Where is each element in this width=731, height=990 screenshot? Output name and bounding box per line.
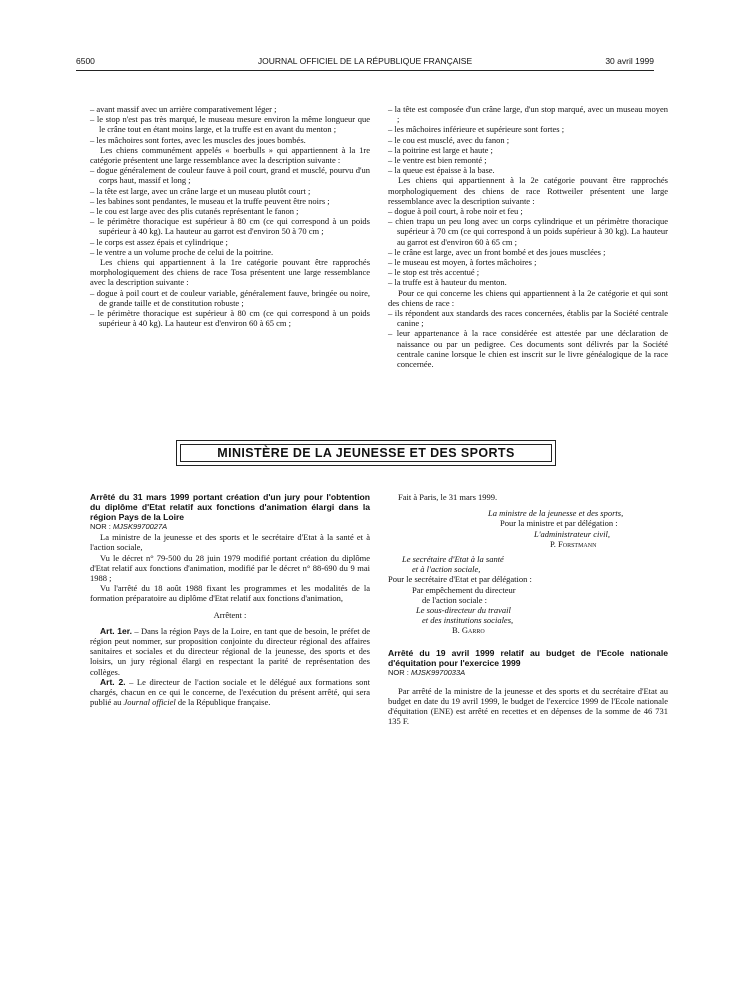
list-item: – le stop n'est pas très marqué, le museau mesure environ la même longueur que le crâne tout en étant moins large, et la truffe est en avant du menton ; — [90, 114, 370, 135]
nor-label: NOR : — [388, 667, 409, 677]
list-item: – le périmètre thoracique est supérieur à 80 cm (ce qui correspond à un poids supérieur à 40 kg). La hauteur au garrot est d'environ 50 à 70 cm ; — [90, 216, 370, 237]
arrete2-nor — [388, 668, 668, 678]
list-item: – la truffe est à hauteur du menton. — [388, 277, 507, 288]
signature-pour-secretaire: Pour le secrétaire d'Etat et par délégation : — [388, 574, 532, 585]
nor-code: MJSK9970033A — [410, 667, 466, 677]
list-item: – le museau est moyen, à fortes mâchoires ; — [388, 257, 537, 268]
list-item: – le corps est assez épais et cylindrique ; — [90, 236, 228, 247]
paragraph-races: Pour ce qui concerne les chiens qui appartiennent à la 2e catégorie et qui sont des chiens de race : — [388, 287, 668, 308]
article1-text: – Dans la région Pays de la Loire, en tant que de besoin, le préfet de région peut nommer, sur proposition conjointe du directeur régional des affaires sanitaires et sociales et du directeur régional de la jeunesse, des sports et des loisirs, un jury régional élargi en respectant la parité de représentation des collèges. — [90, 625, 371, 677]
list-item: – la poitrine est large et haute ; — [388, 144, 493, 155]
list-item: – le stop est très accentué ; — [388, 267, 480, 278]
list-item: – chien trapu un peu long avec un corps cylindrique et un périmètre thoracique supérieur à 70 cm (ce qui correspond à un poids supérieur à 30 kg). La hauteur au garrot est d'environ 60 à 65 cm ; — [388, 216, 668, 247]
arrete1-title: Arrêté du 31 mars 1999 portant création d'un jury pour l'obtention du diplôme d'Etat relatif aux fonctions d'animation élargi dans la région Pays de la Loire — [90, 492, 370, 522]
signature-admin: L'administrateur civil, — [534, 528, 610, 539]
page-header — [76, 56, 654, 70]
arrete1-column — [90, 492, 370, 707]
arrete1-nor — [90, 522, 370, 532]
arrete1-vu-arrete: Vu l'arrêté du 18 août 1988 fixant les programmes et les modalités de la formation préparatoire au diplôme d'Etat relatif aux fonctions d'animation, — [90, 583, 370, 604]
top-left-column — [90, 104, 370, 328]
signature-secretaire: Le secrétaire d'Etat à la santé — [402, 554, 504, 565]
paragraph-boerbulls: Les chiens communément appelés « boerbulls » qui appartiennent à la 1re catégorie présentent une large ressemblance avec la description suivante : — [90, 144, 370, 166]
signature-pour-ministre: Pour la ministre et par délégation : — [500, 518, 618, 529]
list-item: – le cou est large avec des plis cutanés représentant le fanon ; — [90, 206, 299, 217]
list-item: – le ventre a un volume proche de celui de la poitrine. — [90, 246, 274, 257]
list-item: – les babines sont pendantes, le museau et la truffe peuvent être noirs ; — [90, 195, 330, 206]
list-item: – leur appartenance à la race considérée est attestée par une déclaration de naissance ou par un pedigree. Ces documents sont délivrés par la Société centrale canine lorsque le chien est inscrit sur le livre généalogique de la race concernée. — [388, 328, 668, 370]
article2-label: Art. 2. — [100, 676, 126, 687]
article2-text-after: de la République française. — [175, 697, 271, 708]
signature-empechement-2: de l'action sociale : — [422, 594, 488, 605]
paragraph-rottweiler: Les chiens qui appartiennent à la 2e catégorie pouvant être rapprochés morphologiquement des chiens de race Rottweiler présentent une large ressemblance avec la description suivante : — [388, 175, 668, 206]
arrete1-vu-decret: Vu le décret n° 79-500 du 28 juin 1979 modifié portant création du diplôme d'Etat relatif aux fonctions d'animation, modifié par le décret n° 88-690 du 9 mai 1988 ; — [90, 552, 370, 584]
list-item: – le cou est musclé, avec du fanon ; — [388, 134, 510, 145]
ministry-box — [176, 440, 556, 466]
list-item: – la tête est composée d'un crâne large, d'un stop marqué, avec un museau moyen ; — [388, 104, 668, 125]
list-item: – les mâchoires inférieure et supérieure sont fortes ; — [388, 124, 565, 135]
list-item: – les mâchoires sont fortes, avec les muscles des joues bombés. — [90, 134, 306, 145]
arrete2-text: Par arrêté de la ministre de la jeunesse et des sports et du secrétaire d'Etat au budget en date du 19 avril 1999, le budget de l'exercice 1999 de l'Ecole nationale d'équitation (ENE) est arrêté en recettes et en dépenses de la somme de 46 731 135 F. — [388, 685, 668, 727]
signature-minister: La ministre de la jeunesse et des sports, — [488, 508, 624, 519]
article1-label: Art. 1er. — [100, 625, 132, 636]
arrete1-arretent: Arrêtent : — [213, 609, 247, 620]
nor-code: MJSK9970027A — [112, 522, 168, 531]
list-item: – dogue généralement de couleur fauve à poil court, grand et musclé, pourvu d'un corps haut, massif et long ; — [90, 165, 370, 186]
signature-secretaire-2: et à l'action sociale, — [412, 564, 481, 575]
list-item: – la queue est épaisse à la base. — [388, 165, 495, 176]
signature-name-1: P. Forstmann — [550, 538, 597, 549]
list-item: – avant massif avec un arrière comparativement léger ; — [90, 104, 277, 114]
page-number: 6500 — [76, 56, 95, 66]
list-item: – dogue à poil court et de couleur variable, généralement fauve, bringée ou noire, de grande taille et de constitution robuste ; — [90, 287, 370, 308]
journal-title: JOURNAL OFFICIEL DE LA RÉPUBLIQUE FRANÇAISE — [257, 56, 473, 66]
signature-sous-directeur-2: et des institutions sociales, — [422, 615, 514, 626]
list-item: – dogue à poil court, à robe noir et feu ; — [388, 206, 523, 217]
arrete1-article2 — [90, 677, 370, 708]
list-item: – le périmètre thoracique est supérieur à 80 cm (ce qui correspond à un poids supérieur à 40 kg). La hauteur est d'environ 60 à 65 cm ; — [90, 308, 370, 329]
article2-journal: Journal officiel — [123, 697, 176, 708]
signatures-column — [388, 492, 668, 727]
ministry-title: MINISTÈRE DE LA JEUNESSE ET DES SPORTS — [180, 444, 552, 462]
fait-a-paris: Fait à Paris, le 31 mars 1999. — [398, 492, 498, 502]
header-rule — [76, 70, 654, 71]
paragraph-tosa: Les chiens qui appartiennent à la 1re catégorie pouvant être rapprochés morphologiquement des chiens de race Tosa présentent une large ressemblance avec la description suivante : — [90, 257, 370, 288]
list-item: – la tête est large, avec un crâne large et un museau plutôt court ; — [90, 185, 311, 196]
signature-empechement: Par empêchement du directeur — [412, 584, 516, 595]
signature-sous-directeur: Le sous-directeur du travail — [416, 605, 511, 616]
arrete1-article1 — [90, 626, 370, 677]
list-item: – le ventre est bien remonté ; — [388, 155, 487, 166]
article2-text-before: – Le directeur de l'action sociale et le délégué aux formations sont chargés, chacun en ce qui le concerne, de l'exécution du présent arrêté, qui sera publié au — [90, 676, 370, 708]
arrete2-title: Arrêté du 19 avril 1999 relatif au budget de l'Ecole nationale d'équitation pour l'exercice 1999 — [388, 647, 668, 668]
list-item: – ils répondent aux standards des races concernées, établis par la Société centrale canine ; — [388, 308, 668, 329]
list-item: – le crâne est large, avec un front bombé et des joues musclées ; — [388, 246, 606, 257]
nor-label: NOR : — [90, 522, 111, 531]
arrete1-preamble: La ministre de la jeunesse et des sports et le secrétaire d'Etat à la santé et à l'action sociale, — [90, 532, 370, 553]
issue-date: 30 avril 1999 — [605, 56, 654, 66]
top-right-column — [388, 104, 668, 369]
signature-name-2: B. Garro — [452, 625, 485, 636]
